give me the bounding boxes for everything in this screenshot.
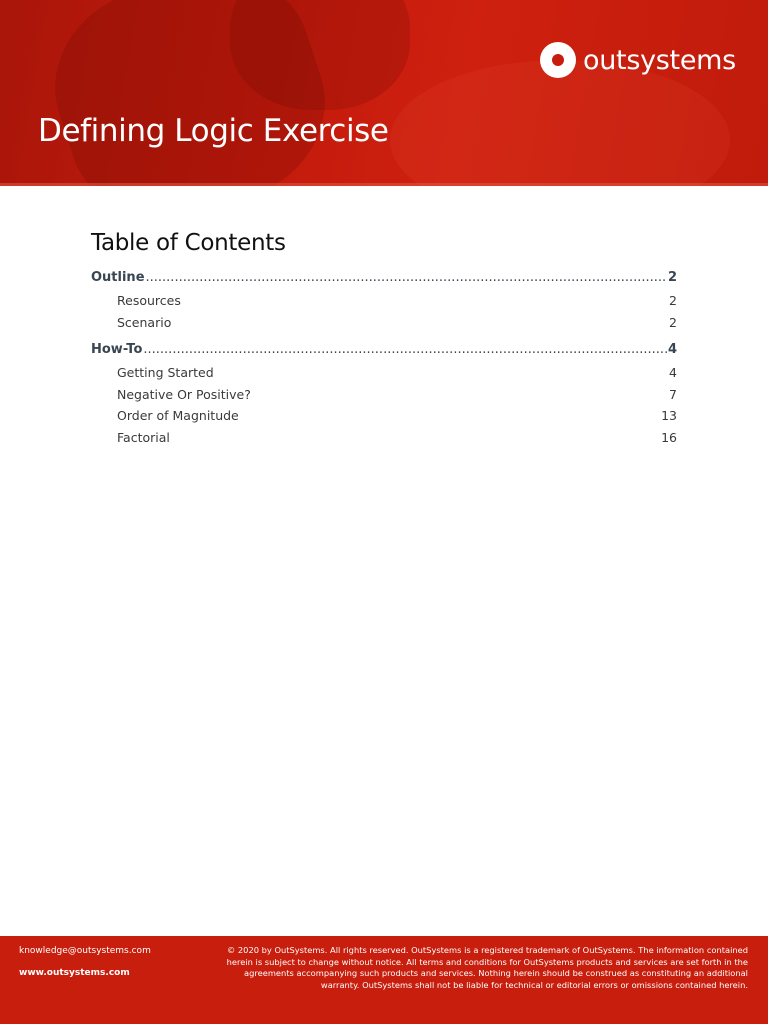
logo-text: outsystems: [583, 44, 736, 76]
toc-section-label: How-To: [91, 342, 143, 357]
toc-heading: Table of Contents: [91, 230, 286, 256]
legal-line: agreements accompanying such products and services. Nothing herein should be construed as constituting an additional: [244, 968, 748, 979]
page-footer: [0, 936, 768, 1024]
toc-section-page: 2: [667, 270, 677, 285]
header-banner: [0, 0, 768, 186]
legal-line: herein is subject to change without notice. All terms and conditions for OutSystems products and services are set forth in the: [226, 956, 748, 967]
toc-leader: [146, 270, 667, 285]
footer-legal-text: [208, 945, 748, 991]
toc-item-getting-started[interactable]: [91, 362, 677, 384]
outsystems-logo: [540, 40, 736, 80]
toc-item-negative-or-positive[interactable]: [91, 384, 677, 406]
toc-section-label: Outline: [91, 270, 145, 285]
toc-item-label: Negative Or Positive?: [117, 386, 251, 402]
toc-item-resources[interactable]: [91, 290, 677, 312]
toc-section-outline[interactable]: [91, 270, 677, 290]
toc-item-order-of-magnitude[interactable]: [91, 405, 677, 427]
toc-item-label: Resources: [117, 293, 181, 309]
toc-item-page: 7: [669, 386, 677, 402]
toc-item-label: Factorial: [117, 429, 170, 445]
toc-item-scenario[interactable]: [91, 312, 677, 334]
legal-line: © 2020 by OutSystems. All rights reserved. OutSystems is a registered trademark of OutSystems. The information contained: [226, 945, 748, 955]
table-of-contents: [91, 230, 677, 448]
toc-item-label: Getting Started: [117, 365, 214, 381]
toc-item-label: Order of Magnitude: [117, 408, 239, 424]
legal-line: warranty. OutSystems shall not be liable for technical or editorial errors or omissions contained herein.: [320, 979, 748, 990]
toc-leader: [143, 342, 667, 357]
toc-item-label: Scenario: [117, 314, 172, 330]
toc-item-page: 16: [661, 429, 677, 445]
toc-item-factorial[interactable]: [91, 427, 677, 449]
logo-mark-icon: [540, 42, 576, 78]
toc-section-page: 4: [667, 342, 677, 357]
toc-item-page: 13: [661, 408, 677, 424]
footer-website-link[interactable]: www.outsystems.com: [19, 968, 130, 978]
toc-item-page: 2: [669, 314, 677, 330]
footer-email-link[interactable]: knowledge@outsystems.com: [19, 946, 151, 956]
toc-item-page: 4: [669, 365, 677, 381]
toc-item-page: 2: [669, 293, 677, 309]
toc-section-how-to[interactable]: [91, 342, 677, 362]
page-title: Defining Logic Exercise: [38, 113, 389, 149]
